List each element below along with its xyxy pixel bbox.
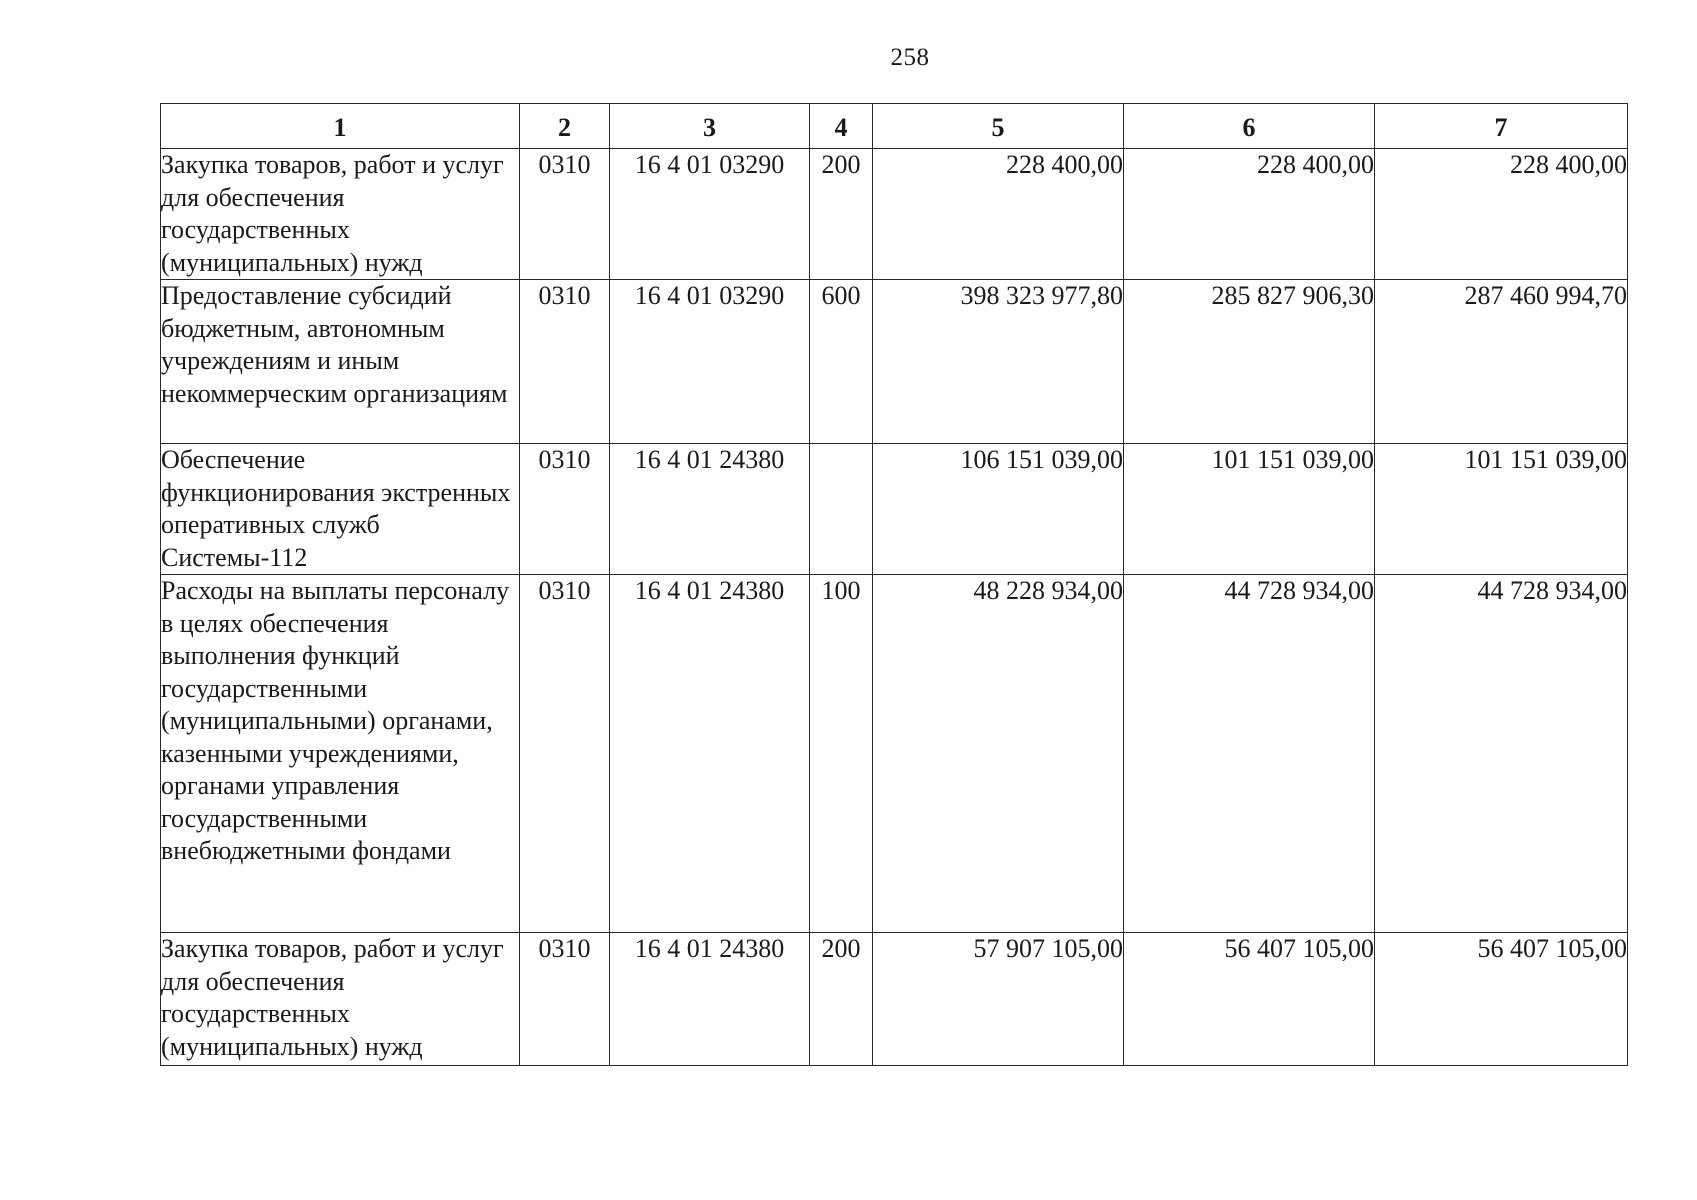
row-amount-2: 228 400,00 bbox=[1124, 149, 1375, 280]
table-row bbox=[161, 933, 1628, 1066]
row-target-code: 16 4 01 03290 bbox=[610, 280, 810, 444]
row-name: Закупка товаров, работ и услуг для обеспечения государственных (муниципальных) нужд bbox=[161, 149, 520, 280]
row-amount-1: 57 907 105,00 bbox=[873, 933, 1124, 1066]
row-section: 0310 bbox=[520, 280, 610, 444]
table-row bbox=[161, 149, 1628, 280]
header-row bbox=[161, 104, 1628, 149]
row-amount-3: 56 407 105,00 bbox=[1375, 933, 1628, 1066]
row-amount-2: 101 151 039,00 bbox=[1124, 444, 1375, 575]
row-name: Расходы на выплаты персоналу в целях обеспечения выполнения функций государственными (муниципальными) органами, казенными учреждениями, органами управления государственными внебюджетными фондами bbox=[161, 575, 520, 933]
row-amount-1: 106 151 039,00 bbox=[873, 444, 1124, 575]
header-col-2: 2 bbox=[520, 104, 610, 149]
row-section: 0310 bbox=[520, 575, 610, 933]
row-section: 0310 bbox=[520, 149, 610, 280]
row-amount-1: 228 400,00 bbox=[873, 149, 1124, 280]
row-name: Закупка товаров, работ и услуг для обеспечения государственных (муниципальных) нужд bbox=[161, 933, 520, 1066]
row-target-code: 16 4 01 24380 bbox=[610, 575, 810, 933]
header-col-1: 1 bbox=[161, 104, 520, 149]
header-col-4: 4 bbox=[810, 104, 873, 149]
row-target-code: 16 4 01 03290 bbox=[610, 149, 810, 280]
row-target-code: 16 4 01 24380 bbox=[610, 933, 810, 1066]
row-amount-1: 48 228 934,00 bbox=[873, 575, 1124, 933]
row-amount-3: 101 151 039,00 bbox=[1375, 444, 1628, 575]
row-amount-1: 398 323 977,80 bbox=[873, 280, 1124, 444]
row-name: Обеспечение функционирования экстренных оперативных служб Системы-112 bbox=[161, 444, 520, 575]
row-amount-2: 285 827 906,30 bbox=[1124, 280, 1375, 444]
row-amount-3: 44 728 934,00 bbox=[1375, 575, 1628, 933]
page-number: 258 bbox=[890, 44, 930, 71]
table-row bbox=[161, 444, 1628, 575]
header-col-3: 3 bbox=[610, 104, 810, 149]
row-section: 0310 bbox=[520, 444, 610, 575]
row-amount-2: 44 728 934,00 bbox=[1124, 575, 1375, 933]
row-amount-3: 287 460 994,70 bbox=[1375, 280, 1628, 444]
row-amount-2: 56 407 105,00 bbox=[1124, 933, 1375, 1066]
row-name: Предоставление субсидий бюджетным, автономным учреждениям и иным некоммерческим организациям bbox=[161, 280, 520, 444]
row-expense-type bbox=[810, 444, 873, 575]
row-expense-type: 600 bbox=[810, 280, 873, 444]
row-section: 0310 bbox=[520, 933, 610, 1066]
row-amount-3: 228 400,00 bbox=[1375, 149, 1628, 280]
row-expense-type: 100 bbox=[810, 575, 873, 933]
header-col-6: 6 bbox=[1124, 104, 1375, 149]
row-target-code: 16 4 01 24380 bbox=[610, 444, 810, 575]
header-col-7: 7 bbox=[1375, 104, 1628, 149]
budget-table bbox=[160, 103, 1628, 1066]
header-col-5: 5 bbox=[873, 104, 1124, 149]
row-expense-type: 200 bbox=[810, 933, 873, 1066]
row-expense-type: 200 bbox=[810, 149, 873, 280]
table-row bbox=[161, 575, 1628, 933]
table-row bbox=[161, 280, 1628, 444]
